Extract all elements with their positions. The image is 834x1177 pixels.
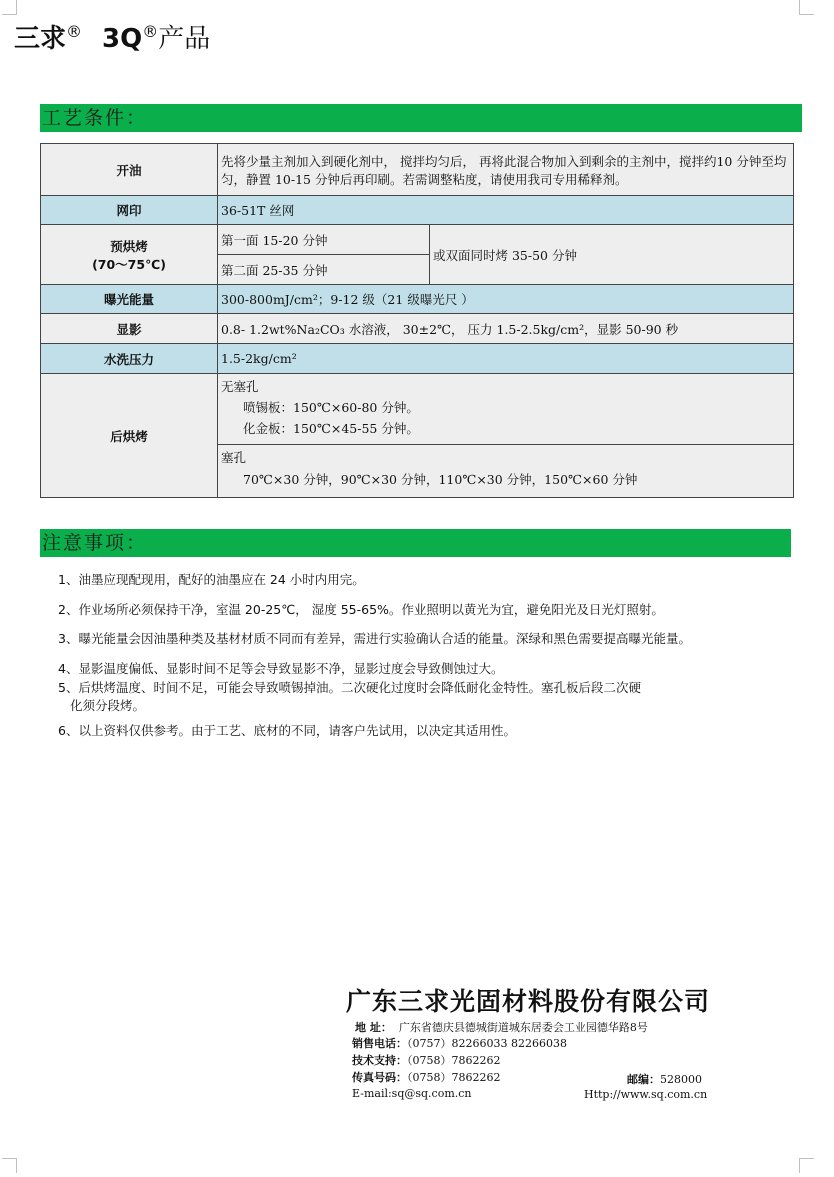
row-value: 先将少量主剂加入到硬化剂中， 搅拌均匀后， 再将此混合物加入到剩余的主剂中，搅拌约10 分钟至均匀，静置 10-15 分钟后再印刷。若需调整粘度，请使用我司专用稀释剂。 bbox=[218, 144, 794, 196]
table-row bbox=[41, 196, 794, 225]
address-label: 地 址： bbox=[355, 1021, 392, 1034]
list-item-continuation: 化须分段烤。 bbox=[70, 698, 146, 713]
table-row bbox=[41, 285, 794, 314]
row-value: 0.8- 1.2wt%Na₂CO₃ 水溶液， 30±2℃， 压力 1.5-2.5kg/cm²，显影 50-90 秒 bbox=[218, 314, 794, 344]
list-item: 5、后烘烤温度、时间不足，可能会导致喷锡掉油。二次硬化过度时会降低耐化金特性。塞孔板后段二次硬 bbox=[58, 680, 641, 695]
process-table bbox=[40, 143, 794, 498]
postcode-line bbox=[627, 1071, 702, 1087]
row-value: 300-800mJ/cm²；9-12 级（21 级曝光尺 ） bbox=[218, 285, 794, 314]
no-plug-title: 无塞孔 bbox=[221, 379, 259, 394]
website-link[interactable]: Http://www.sq.com.cn bbox=[584, 1088, 708, 1101]
row-value-plug bbox=[218, 445, 794, 498]
registered-mark: ® bbox=[142, 22, 159, 41]
brand-suffix: 产品 bbox=[158, 24, 211, 54]
row-label: 曝光能量 bbox=[41, 285, 218, 314]
row-sub-value: 第一面 15-20 分钟 bbox=[218, 225, 430, 255]
sales-value: （0757）82266033 82266038 bbox=[407, 1037, 567, 1050]
no-plug-enig: 化金板：150℃×45-55 分钟。 bbox=[243, 421, 419, 436]
row-value: 1.5-2kg/cm² bbox=[218, 344, 794, 374]
sales-label: 销售电话： bbox=[352, 1037, 407, 1050]
list-item: 6、以上资料仅供参考。由于工艺、底材的不同，请客户先试用，以决定其适用性。 bbox=[58, 723, 516, 738]
list-item: 3、曝光能量会因油墨种类及基材材质不同而有差异，需进行实验确认合适的能量。深绿和黑色需要提高曝光能量。 bbox=[58, 631, 691, 646]
row-label: 开油 bbox=[41, 144, 218, 196]
table-row bbox=[41, 144, 794, 196]
tech-value: （0758）7862262 bbox=[407, 1054, 501, 1067]
process-conditions-heading: 工艺条件： bbox=[40, 104, 802, 132]
fax-line bbox=[352, 1069, 500, 1085]
registered-mark: ® bbox=[66, 22, 83, 41]
plug-title: 塞孔 bbox=[221, 450, 247, 465]
fax-value: （0758）7862262 bbox=[407, 1071, 501, 1084]
tech-line bbox=[352, 1052, 500, 1068]
address-line bbox=[355, 1019, 648, 1035]
row-value-no-plug bbox=[218, 374, 794, 445]
list-item: 2、作业场所必须保持干净，室温 20-25℃， 湿度 55-65%。作业照明以黄光为宜，避免阳光及日光灯照射。 bbox=[58, 602, 664, 617]
list-item: 4、显影温度偏低、显影时间不足等会导致显影不净，显影过度会导致侧蚀过大。 bbox=[58, 661, 504, 676]
address-value: 广东省德庆县德城街道城东居委会工业园德华路8号 bbox=[398, 1021, 648, 1034]
row-label: 网印 bbox=[41, 196, 218, 225]
sales-line bbox=[352, 1035, 567, 1051]
row-label-temp: (70〜75℃) bbox=[92, 256, 166, 272]
table-row bbox=[41, 314, 794, 344]
table-row bbox=[41, 225, 794, 255]
page-corner-mark bbox=[2, 1158, 17, 1173]
page-corner-mark bbox=[799, 0, 814, 15]
fax-label: 传真号码： bbox=[352, 1071, 407, 1084]
row-label: 显影 bbox=[41, 314, 218, 344]
row-label-main: 预烘烤 bbox=[110, 238, 148, 254]
page-corner-mark bbox=[799, 1158, 814, 1173]
brand-name: 三求 bbox=[14, 24, 67, 54]
plug-steps: 70℃×30 分钟，90℃×30 分钟，110℃×30 分钟，150℃×60 分钟 bbox=[243, 472, 638, 487]
page-corner-mark bbox=[2, 0, 17, 15]
table-row bbox=[41, 344, 794, 374]
row-label bbox=[41, 225, 218, 285]
row-value: 或双面同时烤 35-50 分钟 bbox=[430, 225, 794, 285]
row-sub-value: 第二面 25-35 分钟 bbox=[218, 255, 430, 285]
brand-header bbox=[14, 18, 210, 55]
brand-model: 3Q bbox=[102, 24, 143, 54]
notes-heading: 注意事项： bbox=[40, 529, 791, 557]
tech-label: 技术支持： bbox=[352, 1054, 407, 1067]
company-name: 广东三求光固材料股份有限公司 bbox=[346, 987, 711, 1016]
table-row bbox=[41, 374, 794, 445]
row-label: 水洗压力 bbox=[41, 344, 218, 374]
postcode-label: 邮编： bbox=[627, 1073, 660, 1086]
postcode-value: 528000 bbox=[660, 1073, 702, 1086]
email-link[interactable]: E-mail:sq@sq.com.cn bbox=[352, 1087, 472, 1100]
list-item: 1、油墨应现配现用，配好的油墨应在 24 小时内用完。 bbox=[58, 572, 365, 587]
no-plug-hasl: 喷锡板：150℃×60-80 分钟。 bbox=[243, 400, 419, 415]
row-label: 后烘烤 bbox=[41, 374, 218, 498]
row-value: 36-51T 丝网 bbox=[218, 196, 794, 225]
